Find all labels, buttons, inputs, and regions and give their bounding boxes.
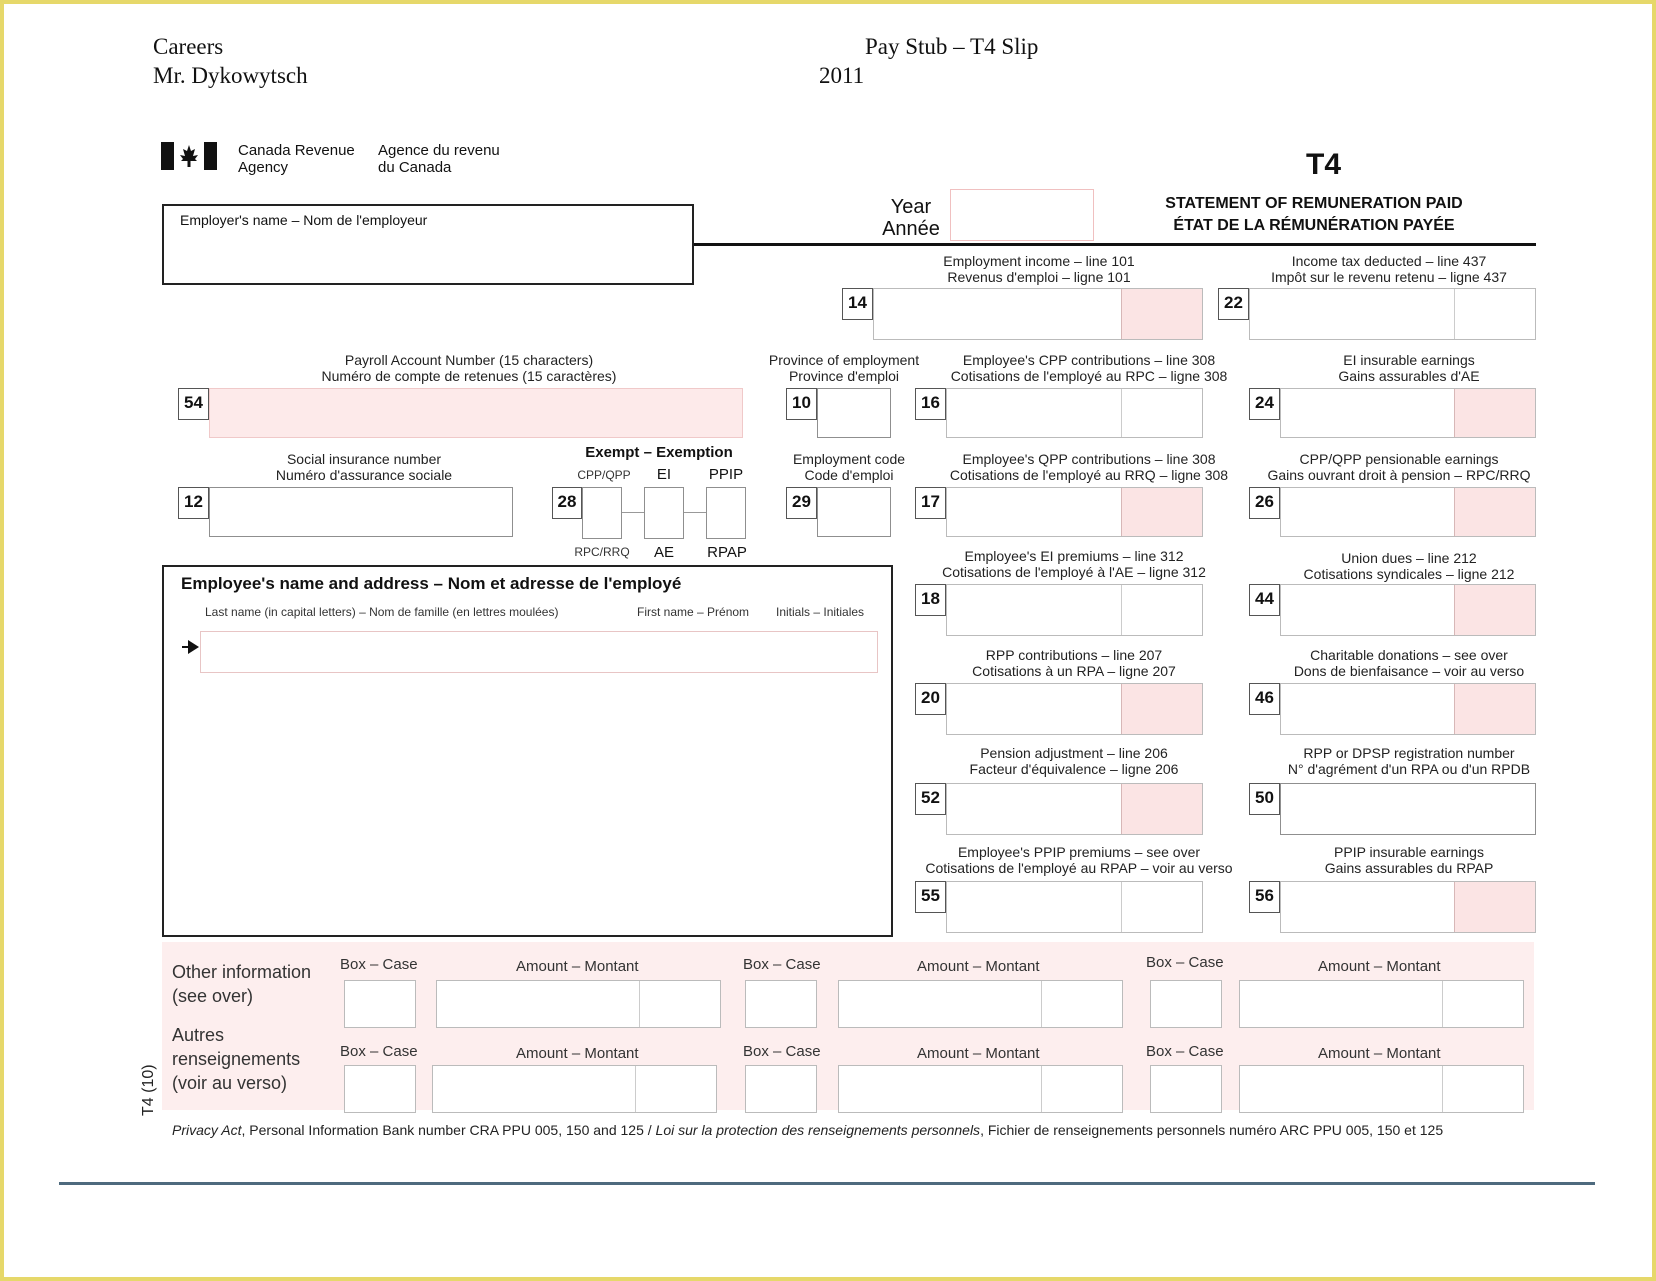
year-label-fr: Année: [882, 218, 940, 240]
box-56-label: PPIP insurable earnings Gains assurables du RPAP: [1324, 844, 1494, 876]
box-16-cpp[interactable]: [946, 388, 1203, 438]
box-24-number: 24: [1249, 388, 1280, 420]
box-28-col2-fr: AE: [653, 544, 674, 561]
form-version: T4 (10): [140, 1064, 157, 1116]
box-52-number: 52: [915, 783, 946, 815]
other-amount-label: Amount – Montant: [917, 958, 1040, 975]
employee-section-title: Employee's name and address – Nom et adresse de l'employé: [181, 574, 682, 593]
box-22-label: Income tax deducted – line 437 Impôt sur le revenu retenu – ligne 437: [1271, 253, 1507, 285]
other-info-label-en: Other information (see over): [172, 962, 312, 1006]
other-box-4[interactable]: [344, 1065, 416, 1113]
box-28-ei-exempt[interactable]: [644, 487, 684, 539]
box-44-number: 44: [1249, 584, 1280, 616]
box-29-employment-code[interactable]: [817, 487, 891, 537]
box-54-label: Payroll Account Number (15 characters) Numéro de compte de retenues (15 caractères): [321, 352, 617, 384]
box-14-number: 14: [842, 288, 873, 320]
box-24-label: EI insurable earnings Gains assurables d'AE: [1338, 352, 1480, 384]
box-28-title: Exempt – Exemption: [585, 444, 733, 461]
other-box-5[interactable]: [745, 1065, 817, 1113]
privacy-notice: Privacy Act, Personal Information Bank number CRA PPU 005, 150 and 125 / Loi sur la protection des renseignements personnels, Fichier de renseignements personnels numéro ARC PPU 005, 150 et 125: [172, 1122, 1444, 1138]
employee-name-field[interactable]: [200, 631, 878, 673]
agency-name-fr: Agence du revenu du Canada: [378, 142, 500, 176]
box-16-label: Employee's CPP contributions – line 308 Cotisations de l'employé au RPC – ligne 308: [950, 352, 1228, 384]
box-44-union-dues[interactable]: [1280, 584, 1536, 636]
box-22-income-tax[interactable]: [1249, 288, 1536, 340]
box-56-number: 56: [1249, 881, 1280, 913]
box-55-number: 55: [915, 881, 946, 913]
box-55-ppip-premiums[interactable]: [946, 881, 1203, 933]
box-20-number: 20: [915, 683, 946, 715]
agency-name-en: Canada Revenue Agency: [238, 142, 355, 176]
year-field[interactable]: [950, 189, 1094, 241]
box-46-number: 46: [1249, 683, 1280, 715]
box-24-ei-earnings[interactable]: [1280, 388, 1536, 438]
box-10-number: 10: [786, 388, 817, 420]
employee-name-address[interactable]: [162, 565, 893, 937]
box-28-col1-label: CPP/QPP: [577, 468, 631, 482]
box-50-number: 50: [1249, 783, 1280, 815]
other-amount-3[interactable]: [1239, 980, 1524, 1028]
other-box-3[interactable]: [1150, 980, 1222, 1028]
box-18-number: 18: [915, 584, 946, 616]
box-29-label: Employment code Code d'emploi: [792, 451, 906, 483]
connector: [622, 512, 644, 513]
box-18-ei-premiums[interactable]: [946, 584, 1203, 636]
header-rule: [694, 243, 1536, 246]
other-amount-label: Amount – Montant: [516, 1045, 639, 1062]
other-amount-label: Amount – Montant: [1318, 1045, 1441, 1062]
box-28-col1-fr: RPC/RRQ: [574, 545, 630, 559]
arrow-right-icon: [182, 638, 200, 656]
other-amount-label: Amount – Montant: [917, 1045, 1040, 1062]
other-box-6[interactable]: [1150, 1065, 1222, 1113]
other-box-1[interactable]: [344, 980, 416, 1028]
other-box-label: Box – Case: [743, 1043, 821, 1060]
box-56-ppip-earnings[interactable]: [1280, 881, 1536, 933]
box-28-ppip-exempt[interactable]: [706, 487, 746, 539]
course-title: Careers: [153, 34, 224, 59]
box-10-province[interactable]: [817, 388, 891, 438]
other-box-2[interactable]: [745, 980, 817, 1028]
box-54-payroll-account[interactable]: [209, 388, 743, 438]
other-amount-label: Amount – Montant: [1318, 958, 1441, 975]
box-28-cpp-exempt[interactable]: [582, 487, 622, 539]
employer-name-label: Employer's name – Nom de l'employeur: [180, 212, 428, 228]
box-20-label: RPP contributions – line 207 Cotisations à un RPA – ligne 207: [972, 647, 1176, 679]
box-50-label: RPP or DPSP registration number N° d'agrément d'un RPA ou d'un RPDB: [1287, 745, 1531, 777]
other-amount-4[interactable]: [432, 1065, 717, 1113]
bottom-rule: [59, 1182, 1595, 1185]
box-22-number: 22: [1218, 288, 1249, 320]
box-12-sin[interactable]: [209, 487, 513, 537]
other-amount-label: Amount – Montant: [516, 958, 639, 975]
year-label-en: Year: [890, 196, 932, 218]
other-amount-5[interactable]: [838, 1065, 1123, 1113]
other-box-label: Box – Case: [1146, 1043, 1224, 1060]
other-box-label: Box – Case: [743, 956, 821, 973]
box-12-number: 12: [178, 487, 209, 519]
first-name-label: First name – Prénom: [637, 605, 750, 619]
box-16-number: 16: [915, 388, 946, 420]
canada-flag-icon: [161, 142, 217, 170]
other-box-label: Box – Case: [340, 956, 418, 973]
box-44-label: Union dues – line 212 Cotisations syndicales – ligne 212: [1303, 550, 1515, 582]
box-28-col3-label: PPIP: [708, 466, 744, 483]
box-17-label: Employee's QPP contributions – line 308 Cotisations de l'employé au RRQ – ligne 308: [949, 451, 1229, 483]
box-14-label: Employment income – line 101 Revenus d'emploi – ligne 101: [943, 253, 1135, 285]
document-year: 2011: [819, 63, 865, 88]
box-14-employment-income[interactable]: [873, 288, 1203, 340]
document-title: Pay Stub – T4 Slip: [865, 34, 1039, 59]
other-amount-6[interactable]: [1239, 1065, 1524, 1113]
other-box-label: Box – Case: [340, 1043, 418, 1060]
other-amount-1[interactable]: [436, 980, 721, 1028]
teacher-name: Mr. Dykowytsch: [153, 63, 308, 88]
box-20-rpp[interactable]: [946, 683, 1203, 735]
box-54-number: 54: [178, 388, 209, 420]
other-info-label-fr: Autres renseignements (voir au verso): [172, 1025, 301, 1093]
box-28-number: 28: [552, 487, 582, 519]
box-18-label: Employee's EI premiums – line 312 Cotisations de l'employé à l'AE – ligne 312: [942, 548, 1206, 580]
box-17-qpp[interactable]: [946, 487, 1203, 537]
box-46-label: Charitable donations – see over Dons de bienfaisance – voir au verso: [1293, 647, 1525, 679]
last-name-label: Last name (in capital letters) – Nom de famille (en lettres moulées): [205, 605, 559, 619]
box-52-label: Pension adjustment – line 206 Facteur d'équivalence – ligne 206: [969, 745, 1179, 777]
box-55-label: Employee's PPIP premiums – see over Cotisations de l'employé au RPAP – voir au verso: [925, 844, 1233, 876]
other-amount-2[interactable]: [838, 980, 1123, 1028]
box-26-pensionable-earnings[interactable]: [1280, 487, 1536, 537]
initials-label: Initials – Initiales: [776, 605, 865, 619]
box-17-number: 17: [915, 487, 946, 519]
box-29-number: 29: [786, 487, 817, 519]
box-26-number: 26: [1249, 487, 1280, 519]
box-28-col2-label: EI: [656, 466, 672, 483]
employer-name-field[interactable]: [162, 204, 694, 285]
box-50-registration-number[interactable]: [1280, 783, 1536, 835]
other-box-label: Box – Case: [1146, 954, 1224, 971]
form-code: T4: [1306, 148, 1342, 181]
box-28-col3-fr: RPAP: [707, 544, 747, 561]
connector: [684, 512, 706, 513]
box-12-label: Social insurance number Numéro d'assurance sociale: [275, 451, 453, 483]
form-title-en: STATEMENT OF REMUNERATION PAID: [1165, 195, 1463, 212]
form-title-fr: ÉTAT DE LA RÉMUNÉRATION PAYÉE: [1173, 217, 1455, 234]
box-46-donations[interactable]: [1280, 683, 1536, 735]
box-52-pension-adjustment[interactable]: [946, 783, 1203, 835]
box-10-label: Province of employment Province d'emploi: [768, 352, 920, 384]
box-26-label: CPP/QPP pensionable earnings Gains ouvrant droit à pension – RPC/RRQ: [1267, 451, 1531, 483]
